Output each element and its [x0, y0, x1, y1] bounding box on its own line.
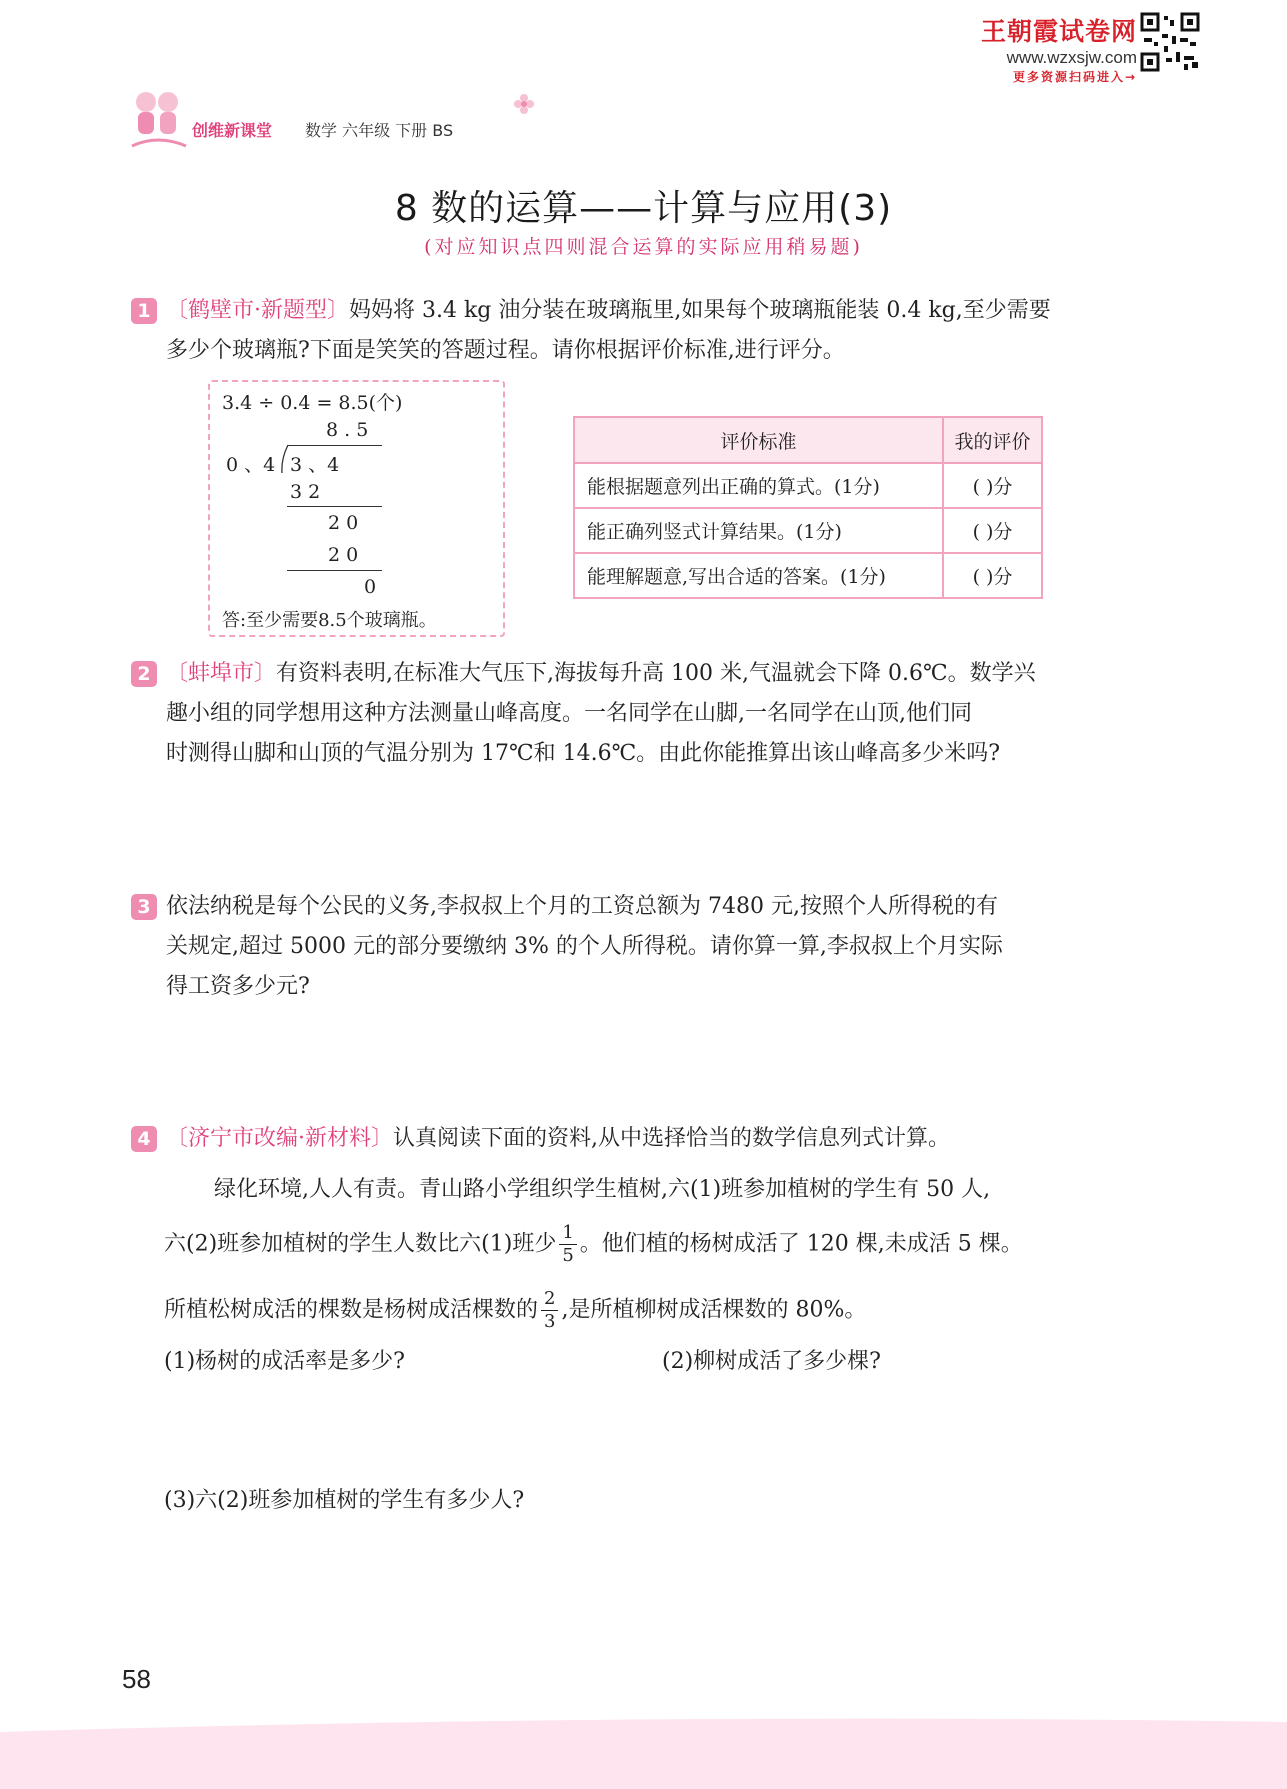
criterion-cell: 能理解题意,写出合适的答案。(1分): [574, 553, 943, 598]
question-3-line2: 关规定,超过 5000 元的部分要缴纳 3% 的个人所得税。请你算一算,李叔叔上个月实际: [166, 934, 1003, 959]
division-bracket: [280, 445, 290, 473]
question-2-line3: 时测得山脚和山顶的气温分别为 17℃和 14.6℃。由此你能推算出该山峰高多少米吗?: [166, 741, 1000, 766]
answer-conclusion: 答:至少需要8.5个玻璃瓶。: [222, 610, 437, 631]
fraction-two-thirds: [541, 1288, 558, 1333]
question-number-2: 2: [131, 661, 157, 687]
answer-quotient: 8 . 5: [326, 419, 369, 441]
question-1-line2: 多少个玻璃瓶?下面是笑笑的答题过程。请你根据评价标准,进行评分。: [166, 338, 845, 363]
series-brand: 创维新课堂: [192, 121, 273, 140]
fraction-denominator: 3: [544, 1311, 556, 1332]
question-number-1: 1: [131, 298, 157, 324]
evaluation-table: [573, 416, 1043, 599]
question-3-line1: 依法纳税是每个公民的义务,李叔叔上个月的工资总额为 7480 元,按照个人所得税的有: [166, 894, 998, 919]
question-4-para3-start: 所植松树成活的棵数是杨树成活棵数的: [164, 1297, 539, 1323]
flower-icon: [512, 92, 536, 116]
question-4-tag: 〔济宁市改编·新材料〕: [166, 1126, 393, 1151]
page-subtitle: (对应知识点四则混合运算的实际应用稍易题): [424, 236, 863, 258]
book-info: 数学 六年级 下册 BS: [305, 121, 454, 140]
page-title: 8 数的运算——计算与应用(3): [394, 188, 893, 229]
score-cell[interactable]: ( )分: [943, 553, 1042, 598]
question-2-line2: 趣小组的同学想用这种方法测量山峰高度。一名同学在山脚,一名同学在山顶,他们同: [166, 701, 972, 726]
answer-step2: 2 0: [328, 512, 359, 534]
page-number: 58: [122, 1664, 151, 1694]
question-2-line1-text: 有资料表明,在标准大气压下,海拔每升高 100 米,气温就会下降 0.6℃。数学兴: [276, 661, 1036, 686]
answer-dividend: 3 、4: [290, 454, 340, 476]
question-2-line1: [166, 654, 1166, 694]
question-4-intro: [166, 1119, 1166, 1159]
table-header-score: 我的评价: [943, 417, 1042, 463]
table-row: [574, 463, 1042, 508]
table-row: [574, 553, 1042, 598]
division-line-2: [287, 570, 382, 571]
fraction-numerator: 2: [541, 1288, 558, 1311]
question-number-3: 3: [131, 894, 157, 920]
question-1-tag: 〔鹤壁市·新题型〕: [166, 298, 349, 323]
answer-step3: 2 0: [328, 544, 359, 566]
answer-step1: 3 2: [290, 481, 321, 503]
question-4-sub3: (3)六(2)班参加植树的学生有多少人?: [164, 1488, 525, 1513]
logo-scan-text: 更多资源扫码进入→: [1012, 70, 1137, 84]
question-1-text: [166, 291, 1166, 331]
score-cell[interactable]: ( )分: [943, 463, 1042, 508]
table-row: [574, 508, 1042, 553]
table-header-criterion: 评价标准: [574, 417, 943, 463]
question-3-line3: 得工资多少元?: [166, 974, 310, 999]
answer-equation: 3.4 ÷ 0.4 = 8.5(个): [222, 392, 403, 414]
question-4-para2-start: 六(2)班参加植树的学生人数比六(1)班少: [164, 1231, 557, 1257]
question-4-sub1: (1)杨树的成活率是多少?: [164, 1349, 405, 1374]
qr-code-icon: [1140, 12, 1200, 72]
question-4-para2: [164, 1222, 1264, 1267]
division-line-1: [287, 506, 382, 507]
fraction-one-fifth: [559, 1222, 576, 1267]
answer-remainder: 0: [364, 576, 377, 598]
fraction-numerator: 1: [559, 1222, 576, 1245]
question-4-para2-end: 。他们植的杨树成活了 120 棵,未成活 5 棵。: [579, 1231, 1023, 1257]
division-bar: [287, 445, 382, 446]
logo-url: www.wzxsjw.com: [1006, 48, 1137, 67]
answer-divisor: 0 、4: [226, 454, 276, 476]
score-cell[interactable]: ( )分: [943, 508, 1042, 553]
question-4-para1: 绿化环境,人人有责。青山路小学组织学生植树,六(1)班参加植树的学生有 50 人,: [214, 1177, 991, 1202]
question-4-para3-end: ,是所植柳树成活棵数的 80%。: [561, 1297, 867, 1323]
footer-decoration: [0, 1712, 1287, 1789]
question-4-para3: [164, 1288, 1264, 1333]
question-2-tag: 〔蚌埠市〕: [166, 661, 277, 686]
table-header-row: [574, 417, 1042, 463]
question-number-4: 4: [131, 1126, 157, 1152]
fraction-denominator: 5: [562, 1245, 574, 1266]
criterion-cell: 能正确列竖式计算结果。(1分): [574, 508, 943, 553]
kids-mascot-icon: [128, 88, 188, 150]
publisher-logo: [981, 12, 1137, 85]
question-4-intro-text: 认真阅读下面的资料,从中选择恰当的数学信息列式计算。: [393, 1126, 950, 1151]
question-4-sub2: (2)柳树成活了多少棵?: [662, 1349, 881, 1374]
question-1-line1: 妈妈将 3.4 kg 油分装在玻璃瓶里,如果每个玻璃瓶能装 0.4 kg,至少需要: [349, 298, 1051, 323]
logo-brand: 王朝霞试卷网: [980, 17, 1137, 46]
criterion-cell: 能根据题意列出正确的算式。(1分): [574, 463, 943, 508]
